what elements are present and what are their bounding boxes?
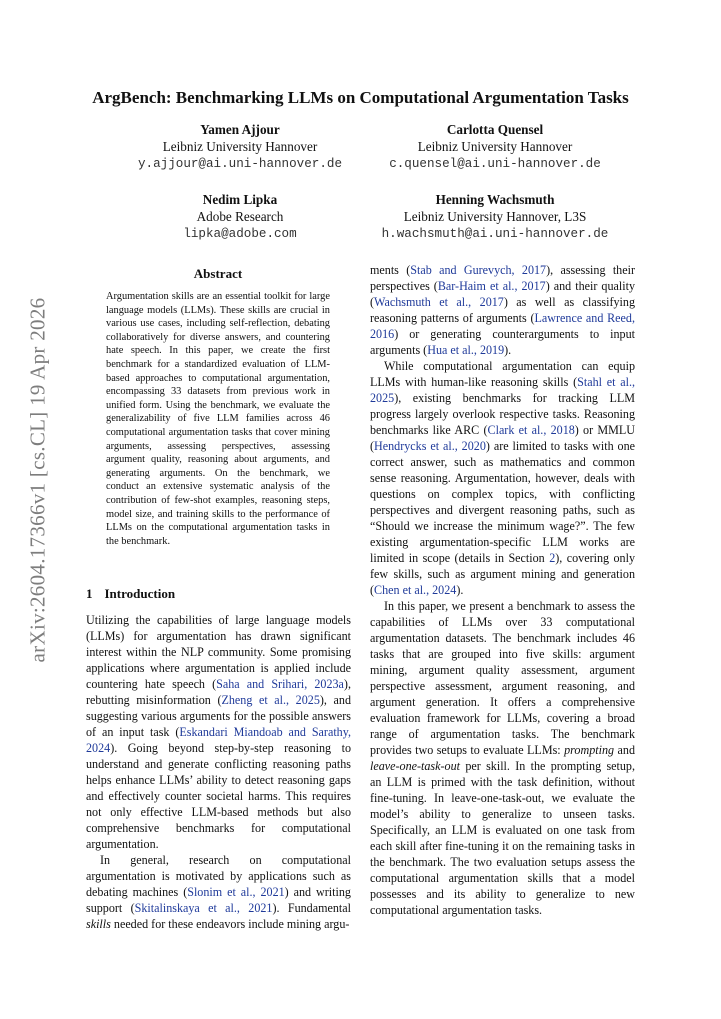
author-name: Nedim Lipka <box>202 192 278 207</box>
author-name: Carlotta Quensel <box>446 122 544 137</box>
citation-link[interactable]: Stab and Gurevych, 2017 <box>410 263 547 277</box>
section-title: Introduction <box>104 586 176 601</box>
citation-link[interactable]: Bar-Haim et al., 2017 <box>437 279 546 293</box>
citation-link[interactable]: Chen et al., 2024 <box>374 583 457 597</box>
citation-link[interactable]: Eskandari Miandoab and Sarathy, 2024 <box>86 725 352 755</box>
author-name: Yamen Ajjour <box>200 122 280 137</box>
paragraph: While computational argumentation can equip LLMs with human-like reasoning skills (Stahl et al., 2025), existing benchmarks for tracking LLM progress largely overlook respective tasks. Reasoning benchmarks like ARC (Clark et al., 2018) or MMLU (Hendrycks et al., 2020) are limited to tasks with one correct answer, such as mathematics and common sense reasoning. Argumentation, however, deals with questions on complex topics, with conflicting perspectives and divergent reasoning paths, such as “Should we increase the minimum wage?”. The few existing argumentation-specific LLM works are limited in scope (details in Section 2), covering only few skills, such as argument mining and generation (Chen et al., 2024). <box>370 359 635 597</box>
abstract-text: Argumentation skills are an essential toolkit for large language models (LLMs). These skills are crucial in various use cases, including self-reflection, debating collaboratively for diverse answers, and countering hate speech. In this paper, we create the first benchmark for a standardized evaluation of LLM-based approaches to computational argumentation, encompassing 33 datasets from previous work in unified form. Using the benchmark, we evaluate the generalizability of five LLM families across 46 computational argumentation tasks that cover mining arguments, assessing perspectives, assessing argument quality, reasoning about arguments, and generating arguments. On the benchmark, we conduct an extensive systematic analysis of the contribution of few-shot examples, reasoning steps, model size, and training skills to the performance of LLMs on the computational argumentation tasks in the benchmark. <box>106 291 330 547</box>
left-column <box>86 612 351 932</box>
paragraph: ments (Stab and Gurevych, 2017), assessing their perspectives (Bar-Haim et al., 2017) and their quality (Wachsmuth et al., 2017) as well as classifying reasoning patterns of arguments (Lawrence and Reed, 2016) or generating counterarguments to input arguments (Hua et al., 2019). <box>370 263 635 357</box>
citation-link[interactable]: Lawrence and Reed, 2016 <box>370 311 635 341</box>
author-block <box>365 121 625 174</box>
citation-link[interactable]: Clark et al., 2018 <box>487 423 575 437</box>
author-email[interactable]: c.quensel@ai.uni-hannover.de <box>389 157 601 171</box>
paragraph: In this paper, we present a benchmark to assess the capabilities of LLMs over 33 computational argumentation datasets. The benchmark includes 46 tasks that are grouped into five skills: argument mining, argument quality assessment, argument perspective assessment, argument reasoning, and argument generation. It offers a comprehensive evaluation framework for LLMs, covering a broad range of argumentation tasks. The benchmark provides two setups to evaluate LLMs: prompting and leave-one-task-out per skill. In the prompting setup, an LLM is primed with the task definition, without fine-tuning. In leave-one-task-out, we evaluate the model’s ability to generalize to unseen tasks. Specifically, an LLM is evaluated on one task from each skill after fine-tuning it on the remaining tasks in the benchmark. The two evaluation setups assess the computational argumentation skills that a model possesses and its ability to generalize to new computational argumentation tasks. <box>370 599 635 917</box>
emphasis: prompting <box>564 743 615 757</box>
paragraph: Utilizing the capabilities of large language models (LLMs) for argumentation has drawn significant interest within the NLP community. Some promising applications where argumentation is applied include countering hate speech (Saha and Srihari, 2023a), rebutting misinformation (Zheng et al., 2025), and suggesting various arguments for the possible answers of an input task (Eskandari Miandoab and Sarathy, 2024). Going beyond step-by-step reasoning to understand and generate conflicting reasoning paths helps enhance LLMs’ ability to detect reasoning gaps and effectively counter societal harms. This requires not only effective LLM-based methods but also comprehensive benchmarks for computational argumentation. <box>86 613 352 851</box>
author-block <box>110 121 370 174</box>
author-name: Henning Wachsmuth <box>435 192 555 207</box>
author-affiliation: Leibniz University Hannover <box>417 139 573 154</box>
citation-link[interactable]: Saha and Srihari, 2023a <box>216 677 344 691</box>
author-block <box>110 191 370 244</box>
paragraph: In general, research on computational argumentation is motivated by applications such as debating machines (Slonim et al., 2021) and writing support (Skitalinskaya et al., 2021). Fundamental skills needed for these endeavors include mining argu- <box>86 853 351 931</box>
author-affiliation: Leibniz University Hannover, L3S <box>403 209 587 224</box>
author-email[interactable]: h.wachsmuth@ai.uni-hannover.de <box>381 227 609 241</box>
emphasis: skills <box>86 917 111 931</box>
author-affiliation: Adobe Research <box>196 209 284 224</box>
citation-link[interactable]: Stahl et al., 2025 <box>370 375 635 405</box>
author-email[interactable]: lipka@adobe.com <box>183 227 297 241</box>
section-link[interactable]: 2 <box>549 551 556 565</box>
citation-link[interactable]: Hua et al., 2019 <box>427 343 505 357</box>
citation-link[interactable]: Slonim et al., 2021 <box>187 885 285 899</box>
author-affiliation: Leibniz University Hannover <box>162 139 318 154</box>
right-column <box>370 262 635 918</box>
arxiv-stamp: arXiv:2604.17366v1 [cs.CL] 19 Apr 2026 <box>25 297 50 663</box>
author-block <box>365 191 625 244</box>
abstract-heading: Abstract <box>193 266 243 281</box>
citation-link[interactable]: Wachsmuth et al., 2017 <box>374 295 504 309</box>
section-heading <box>86 586 175 602</box>
paper-title: ArgBench: Benchmarking LLMs on Computational Argumentation Tasks <box>92 88 629 107</box>
author-email[interactable]: y.ajjour@ai.uni-hannover.de <box>137 157 343 171</box>
citation-link[interactable]: Hendrycks et al., 2020 <box>374 439 486 453</box>
citation-link[interactable]: Zheng et al., 2025 <box>221 693 320 707</box>
citation-link[interactable]: Skitalinskaya et al., 2021 <box>134 901 273 915</box>
emphasis: leave-one-task-out <box>370 759 460 773</box>
section-number: 1 <box>86 586 93 601</box>
